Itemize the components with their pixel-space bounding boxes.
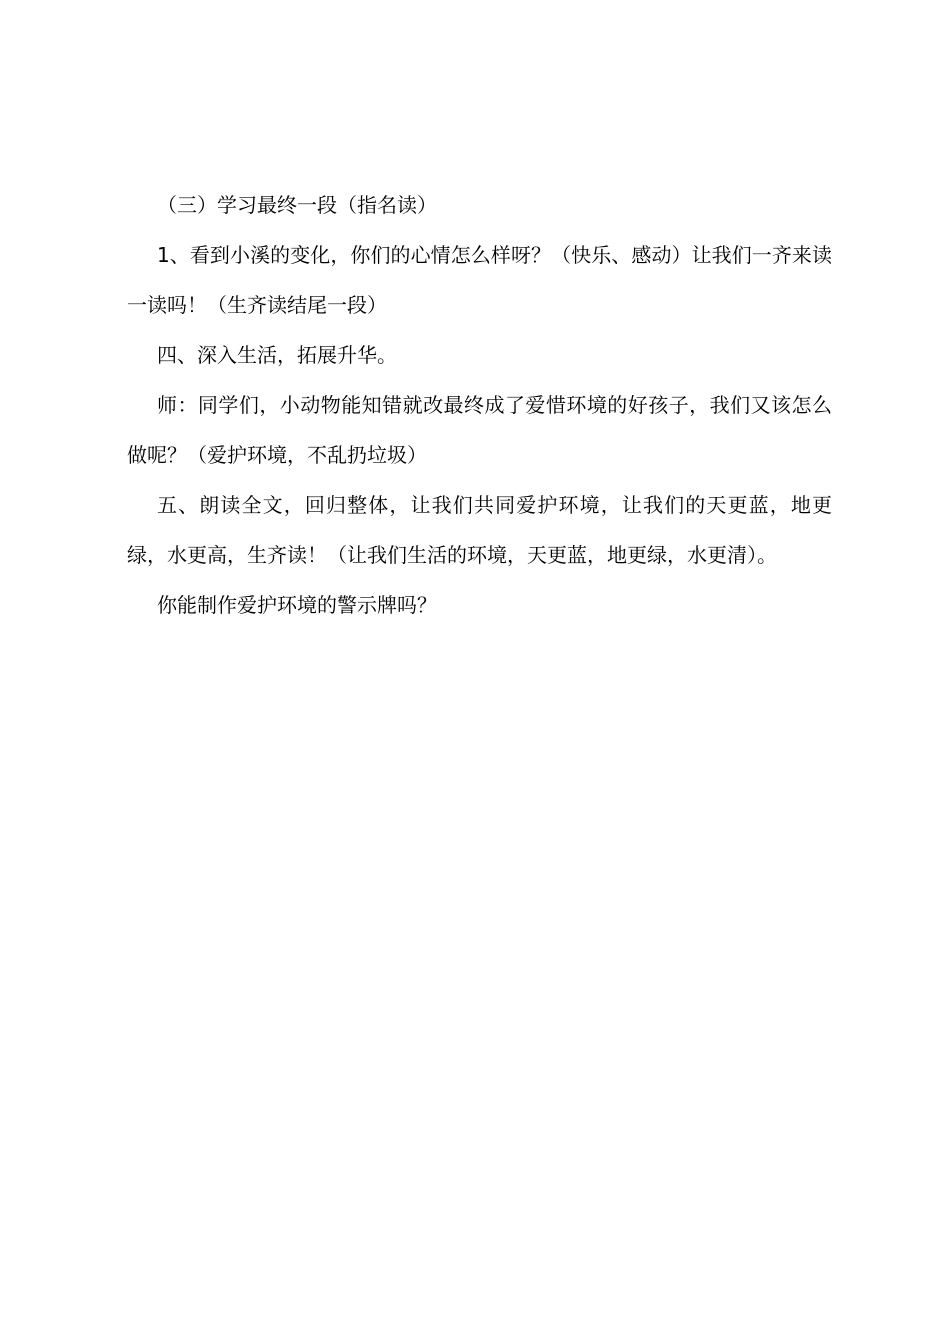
paragraph-teacher: 师：同学们，小动物能知错就改最终成了爱惜环境的好孩子，我们又该怎么做呢？（爱护环境，不乱扔垃圾）	[127, 393, 832, 467]
section-heading-4: 四、深入生活，拓展升华。	[157, 343, 397, 367]
section-heading-5: 五、朗读全文，回归整体，让我们共同爱护环境，让我们的天更蓝，地更绿，水更高，生齐读！（让我们生活的环境，天更蓝，地更绿，水更清）。	[127, 493, 832, 567]
document-body	[127, 180, 832, 630]
section-heading-3: （三）学习最终一段（指名读）	[157, 193, 437, 217]
paragraph-closing-question: 你能制作爱护环境的警示牌吗？	[157, 593, 437, 617]
paragraph-question-1: 1、看到小溪的变化，你们的心情怎么样呀？（快乐、感动）让我们一齐来读一读吗！（生齐读结尾一段）	[127, 243, 832, 317]
